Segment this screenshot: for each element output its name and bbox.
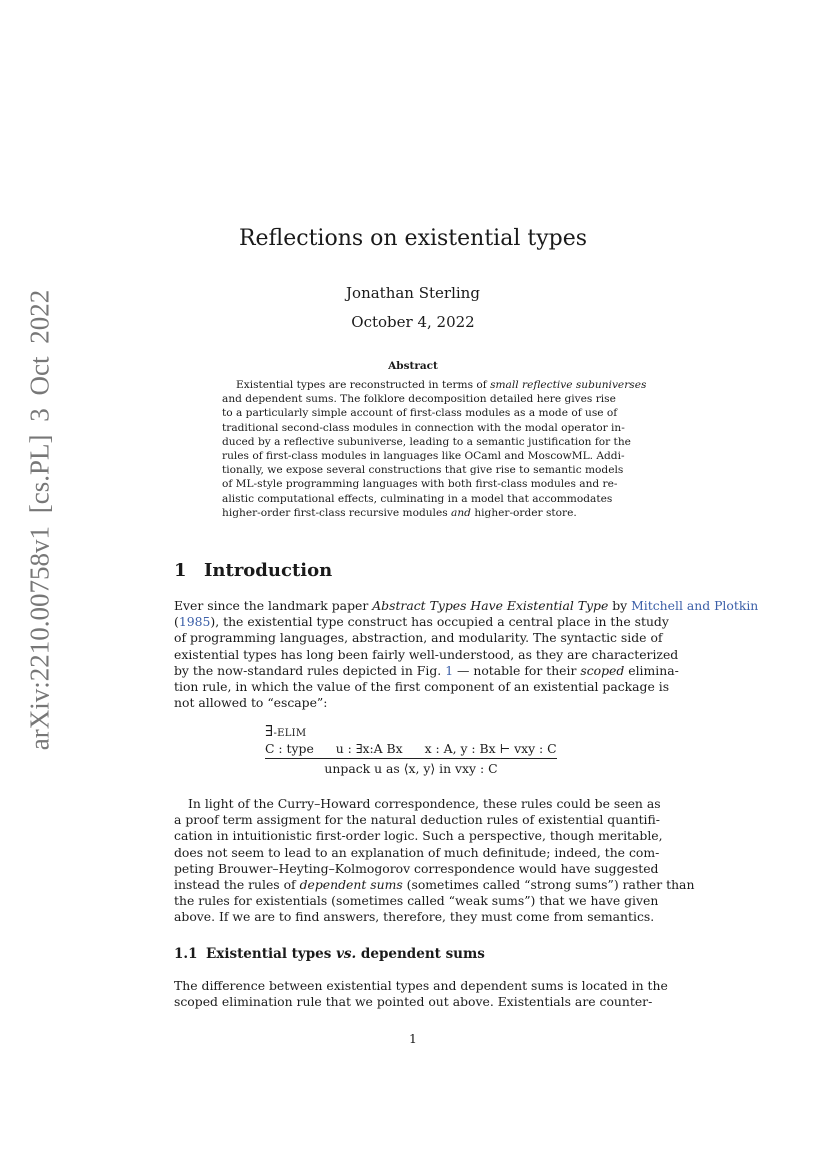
paragraph-3 bbox=[174, 978, 668, 1010]
citation-year-link[interactable]: 1985 bbox=[178, 614, 211, 630]
abstract-line: tionally, we expose several constructions that give rise to semantic models bbox=[222, 464, 624, 477]
text-line bbox=[174, 876, 695, 893]
text: ( bbox=[174, 614, 179, 630]
paragraph-2 bbox=[174, 796, 695, 926]
text-line: not allowed to “escape”: bbox=[174, 695, 328, 711]
text: by the now-standard rules depicted in Fig. bbox=[174, 662, 446, 678]
text-line: peting Brouwer–Heyting–Kolmogorov correspondence would have suggested bbox=[174, 860, 659, 876]
text-line: In light of the Curry–Howard correspondence, these rules could be seen as bbox=[188, 796, 661, 811]
abstract-line: alistic computational effects, culminating in a model that accommodates bbox=[222, 492, 613, 505]
rule-name bbox=[265, 722, 557, 740]
text: instead the rules of bbox=[174, 876, 300, 892]
text: Existential types bbox=[206, 946, 337, 962]
abstract-body bbox=[222, 378, 647, 520]
rule-label: -ELIM bbox=[273, 728, 307, 739]
inference-line bbox=[265, 758, 557, 759]
paper-title: Reflections on existential types bbox=[238, 226, 588, 251]
text-line: existential types has long been fairly well-understood, as they are characterized bbox=[174, 646, 679, 662]
text-line bbox=[174, 662, 679, 679]
text: higher-order store. bbox=[470, 506, 577, 519]
emphasis: dependent sums bbox=[299, 876, 403, 892]
text: Ever since the landmark paper bbox=[174, 598, 373, 613]
abstract-line: rules of first-class modules in languages like OCaml and MoscowML. Addi- bbox=[222, 449, 625, 462]
text: elimina- bbox=[624, 662, 679, 678]
text-line: of programming languages, abstraction, and modularity. The syntactic side of bbox=[174, 630, 663, 646]
text-line: The difference between existential types and dependent sums is located in the bbox=[174, 978, 668, 993]
cited-title: Abstract Types Have Existential Type bbox=[372, 598, 609, 613]
subsection-heading bbox=[174, 946, 485, 962]
text-line: above. If we are to find answers, therefore, they must come from semantics. bbox=[174, 909, 655, 925]
section-heading-introduction bbox=[174, 560, 332, 581]
text: dependent sums bbox=[356, 946, 485, 962]
emphasis: small reflective subuniverses bbox=[490, 379, 647, 391]
abstract-line: duced by a reflective subuniverse, leading to a semantic justification for the bbox=[222, 435, 631, 448]
emphasis: and bbox=[451, 506, 471, 519]
rule-premises bbox=[265, 741, 557, 756]
section-title: Introduction bbox=[204, 560, 333, 581]
date: October 4, 2022 bbox=[351, 313, 475, 331]
premise: u : ∃x:A Bx bbox=[335, 741, 403, 756]
subsection-number: 1.1 bbox=[174, 946, 198, 962]
figure-link[interactable]: 1 bbox=[445, 662, 454, 678]
rule-conclusion: unpack u as ⟨x, y⟩ in vxy : C bbox=[324, 761, 498, 776]
section-number: 1 bbox=[174, 560, 187, 581]
text-line bbox=[174, 598, 759, 614]
abstract-line: of ML-style programming languages with both first-class modules and re- bbox=[222, 478, 618, 491]
text: — notable for their bbox=[453, 662, 581, 678]
text-line: does not seem to lead to an explanation of much definitude; indeed, the com- bbox=[174, 844, 660, 860]
text-line: a proof term assigment for the natural deduction rules of existential quantifi- bbox=[174, 812, 660, 828]
premise: C : type bbox=[265, 741, 314, 756]
abstract-line bbox=[222, 378, 647, 392]
page-number: 1 bbox=[409, 1031, 417, 1046]
premise: x : A, y : Bx ⊢ vxy : C bbox=[424, 741, 557, 756]
text-line: the rules for existentials (sometimes called “weak sums”) that we have given bbox=[174, 893, 659, 909]
text: by bbox=[608, 598, 632, 613]
paragraph-1 bbox=[174, 598, 759, 711]
text-line: tion rule, in which the value of the first component of an existential package is bbox=[174, 678, 670, 694]
emphasis: vs. bbox=[336, 946, 357, 962]
text-line: cation in intuitionistic first-order logic. Such a perspective, though meritable, bbox=[174, 828, 663, 844]
text-line bbox=[174, 614, 669, 630]
text: higher-order first-class recursive modules bbox=[222, 506, 452, 519]
text-line: scoped elimination rule that we pointed out above. Existentials are counter- bbox=[174, 994, 653, 1010]
exists-symbol: ∃ bbox=[265, 722, 274, 740]
inference-rule-exists-elim bbox=[265, 722, 557, 776]
abstract-line: and dependent sums. The folklore decomposition detailed here gives rise bbox=[222, 393, 616, 406]
text: ), the existential type construct has occupied a central place in the study bbox=[210, 614, 669, 630]
emphasis: scoped bbox=[580, 662, 625, 678]
text: (sometimes called “strong sums”) rather than bbox=[402, 876, 695, 892]
abstract-heading: Abstract bbox=[388, 360, 438, 372]
text: Existential types are reconstructed in terms of bbox=[236, 379, 491, 391]
abstract-line: to a particularly simple account of first-class modules as a mode of use of bbox=[222, 407, 618, 420]
author: Jonathan Sterling bbox=[346, 284, 480, 302]
citation-link[interactable]: Mitchell and Plotkin bbox=[631, 598, 759, 613]
abstract-line bbox=[222, 506, 606, 520]
abstract-line: traditional second-class modules in connection with the modal operator in- bbox=[222, 421, 625, 434]
arxiv-identifier: arXiv:2210.00758v1 [cs.PL] 3 Oct 2022 bbox=[24, 289, 55, 751]
